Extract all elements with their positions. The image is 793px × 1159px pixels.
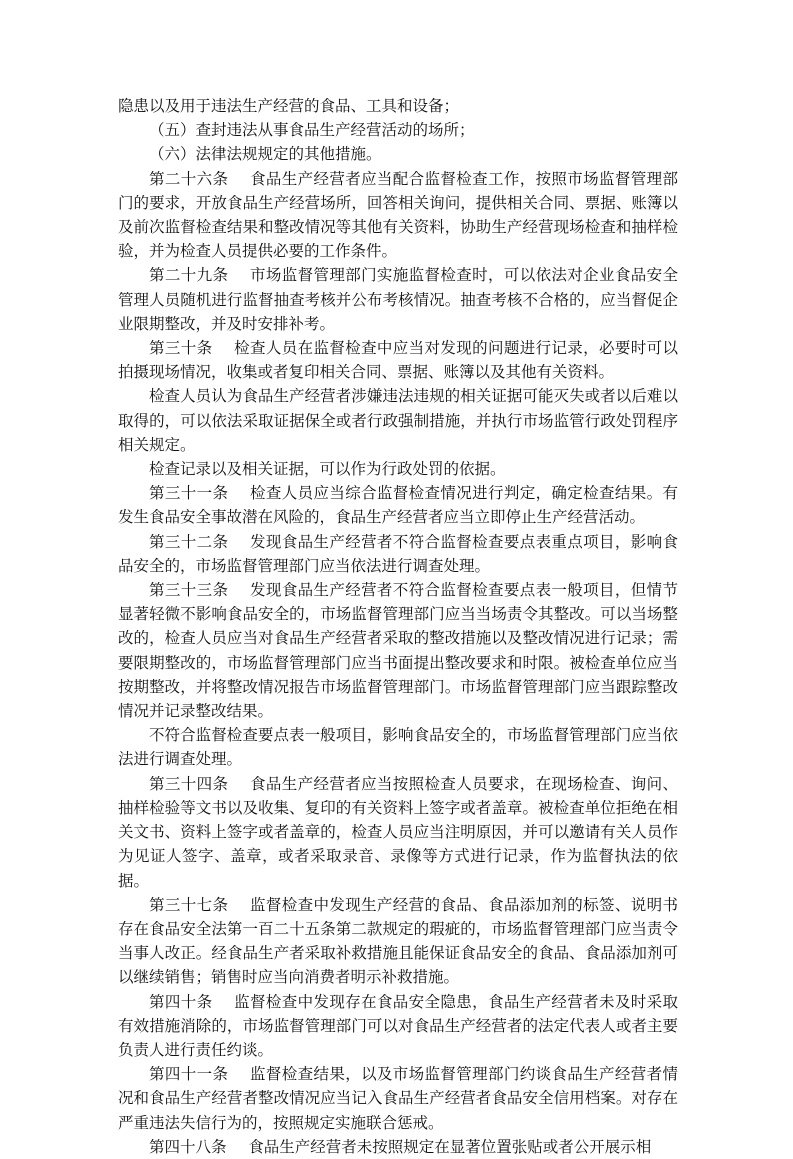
article-text: 检查人员应当综合监督检查情况进行判定，确定检查结果。有发生食品安全事故潜在风险的，食品生产经营者应当立即停止生产经营活动。 bbox=[118, 484, 678, 527]
paragraph-text: （五）查封违法从事食品生产经营活动的场所； bbox=[149, 121, 475, 140]
article-41 bbox=[118, 1062, 678, 1135]
paragraph-text: （六）法律法规规定的其他措施。 bbox=[149, 145, 382, 164]
article-32 bbox=[118, 530, 678, 578]
paragraph-1 bbox=[118, 94, 678, 118]
article-number: 第三十一条 bbox=[149, 484, 229, 503]
paragraph-text: 隐患以及用于违法生产经营的食品、工具和设备； bbox=[118, 97, 460, 115]
article-text: 监督检查结果，以及市场监督管理部门约谈食品生产经营者情况和食品生产经营者整改情况应当记入食品生产经营者食品安全信用档案。对存在严重违法失信行为的，按照规定实施联合惩戒。 bbox=[118, 1065, 678, 1132]
article-40 bbox=[118, 990, 678, 1063]
paragraph-8 bbox=[118, 457, 678, 481]
document-body bbox=[118, 94, 678, 1159]
paragraph-text: 检查记录以及相关证据，可以作为行政处罚的依据。 bbox=[149, 460, 506, 479]
article-number: 第四十一条 bbox=[149, 1065, 229, 1084]
paragraph-text: 检查人员认为食品生产经营者涉嫌违法违规的相关证据可能灭失或者以后难以取得的，可以依法采取证据保全或者行政强制措施，并执行市场监管行政处罚程序相关规定。 bbox=[118, 387, 678, 454]
article-text: 食品生产经营者未按照规定在显著位置张贴或者公开展示相 bbox=[248, 1137, 652, 1156]
article-text: 发现食品生产经营者不符合监督检查要点表一般项目，但情节显著轻微不影响食品安全的，市场监督管理部门应当当场责令其整改。可以当场整改的，检查人员应当对食品生产经营者采取的整改措施以及整改情况进行记录；需要限期整改的，市场监督管理部门应当书面提出整改要求和时限。被检查单位应当按期整改，并将整改情况报告市场监督管理部门。市场监督管理部门应当跟踪整改情况并记录整改结果。 bbox=[118, 581, 678, 721]
article-text: 发现食品生产经营者不符合监督检查要点表重点项目，影响食品安全的，市场监督管理部门应当依法进行调查处理。 bbox=[118, 532, 678, 575]
article-29 bbox=[118, 263, 678, 336]
article-26 bbox=[118, 167, 678, 264]
article-number: 第三十三条 bbox=[149, 581, 229, 600]
article-31 bbox=[118, 481, 678, 529]
article-number: 第四十八条 bbox=[149, 1137, 227, 1156]
article-number: 第三十七条 bbox=[149, 895, 229, 914]
article-text: 监督检查中发现存在食品安全隐患，食品生产经营者未及时采取有效措施消除的，市场监督管理部门可以对食品生产经营者的法定代表人或者主要负责人进行责任约谈。 bbox=[118, 992, 678, 1059]
article-text: 食品生产经营者应当配合监督检查工作，按照市场监督管理部门的要求，开放食品生产经营场所，回答相关询问，提供相关合同、票据、账簿以及前次监督检查结果和整改情况等其他有关资料，协助生产经营现场检查和抽样检验，并为检查人员提供必要的工作条件。 bbox=[118, 169, 678, 261]
article-text: 市场监督管理部门实施监督检查时，可以依法对企业食品安全管理人员随机进行监督抽查考核并公布考核情况。抽查考核不合格的，应当督促企业限期整改，并及时安排补考。 bbox=[118, 266, 678, 333]
paragraph-7 bbox=[118, 384, 678, 457]
article-30 bbox=[118, 336, 678, 384]
paragraph-text: 不符合监督检查要点表一般项目，影响食品安全的，市场监督管理部门应当依法进行调查处理。 bbox=[118, 726, 678, 769]
article-text: 食品生产经营者应当按照检查人员要求，在现场检查、询问、抽样检验等文书以及收集、复印的有关资料上签字或者盖章。被检查单位拒绝在相关文书、资料上签字或者盖章的，检查人员应当注明原因，并可以邀请有关人员作为见证人签字、盖章，或者采取录音、录像等方式进行记录，作为监督执法的依据。 bbox=[118, 774, 678, 890]
article-number: 第四十条 bbox=[149, 992, 213, 1011]
paragraph-3 bbox=[118, 142, 678, 166]
paragraph-2 bbox=[118, 118, 678, 142]
article-number: 第三十四条 bbox=[149, 774, 229, 793]
article-34 bbox=[118, 772, 678, 893]
article-number: 第二十六条 bbox=[149, 169, 229, 188]
article-text: 检查人员在监督检查中应当对发现的问题进行记录，必要时可以拍摄现场情况，收集或者复印相关合同、票据、账簿以及其他有关资料。 bbox=[118, 339, 678, 382]
paragraph-12 bbox=[118, 723, 678, 771]
article-number: 第三十二条 bbox=[149, 532, 229, 551]
article-number: 第三十条 bbox=[149, 339, 213, 358]
article-37 bbox=[118, 893, 678, 990]
article-text: 监督检查中发现生产经营的食品、食品添加剂的标签、说明书存在食品安全法第一百二十五条第二款规定的瑕疵的，市场监督管理部门应当责令当事人改正。经食品生产者采取补救措施且能保证食品安全的食品、食品添加剂可以继续销售；销售时应当向消费者明示补救措施。 bbox=[118, 895, 678, 987]
article-33 bbox=[118, 578, 678, 723]
article-number: 第二十九条 bbox=[149, 266, 229, 285]
article-48 bbox=[118, 1135, 678, 1159]
